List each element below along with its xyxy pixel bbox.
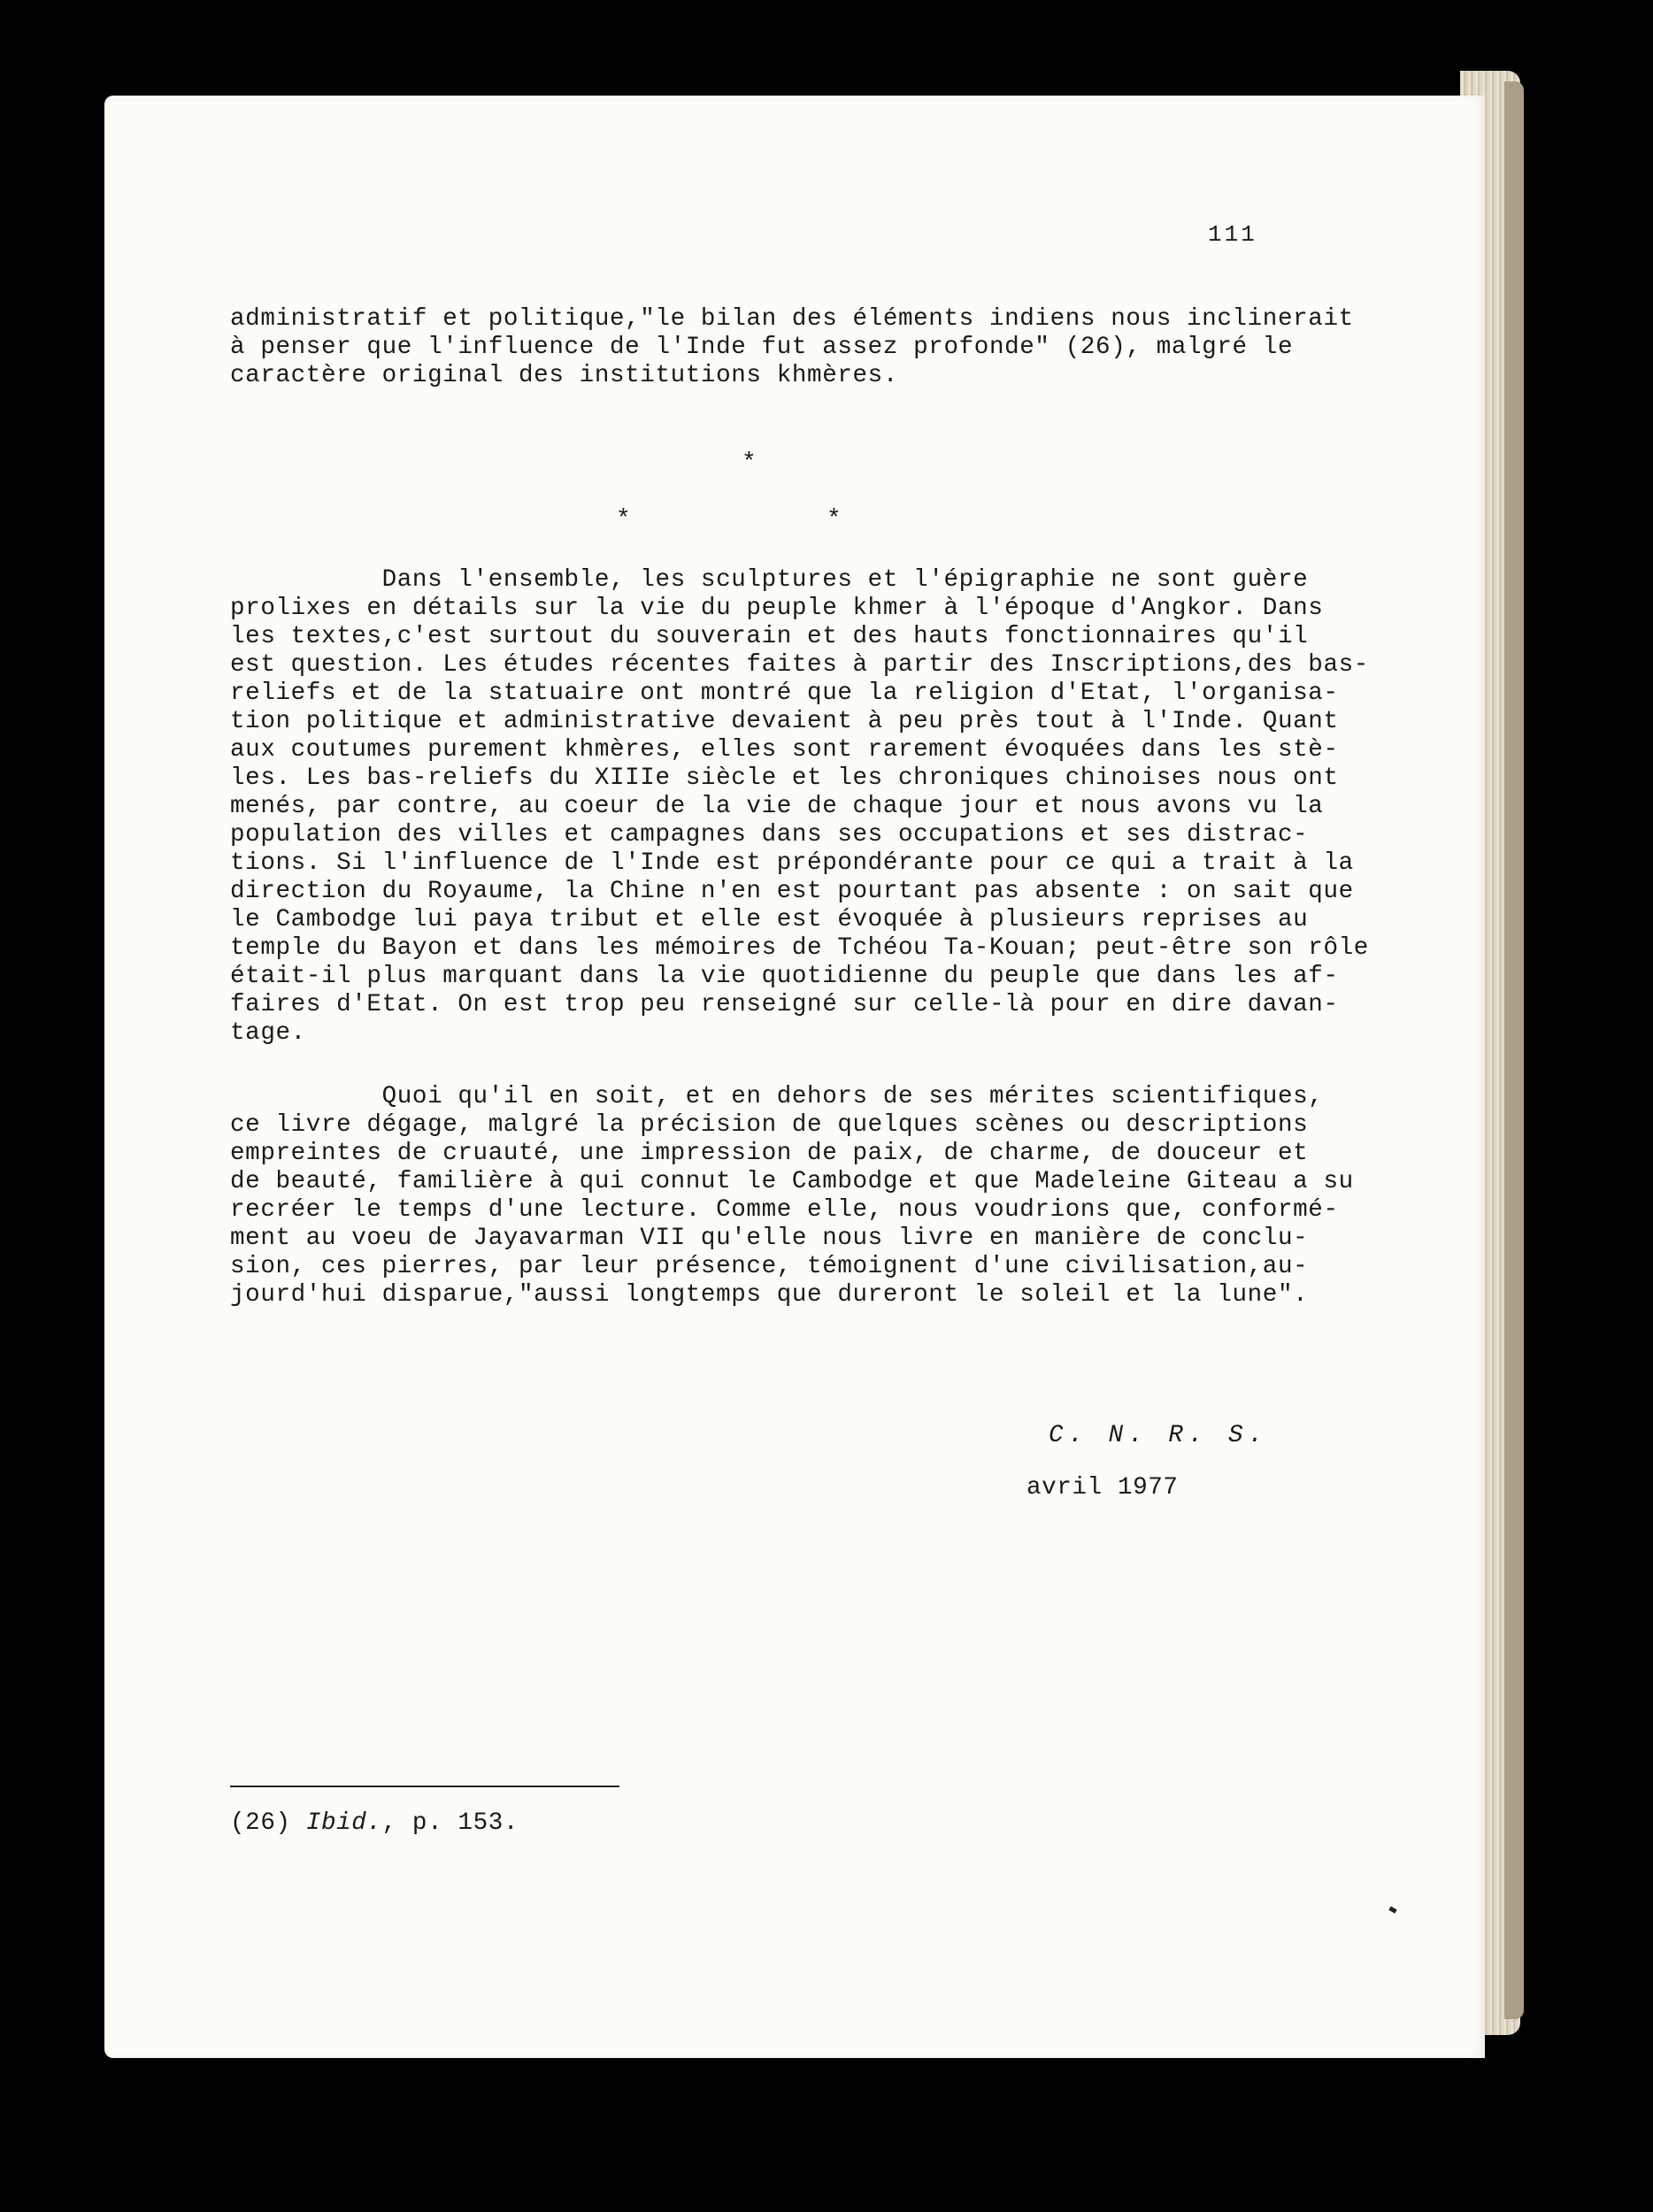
- footnote-marker: (26): [230, 1809, 291, 1837]
- author-signature: C. N. R. S.: [1049, 1422, 1269, 1449]
- footnote-rule: [230, 1786, 619, 1787]
- footnote-reference: Ibid.: [305, 1809, 382, 1837]
- footnote-page-ref: , p. 153.: [381, 1809, 519, 1837]
- section-separator-star: *: [742, 449, 757, 477]
- section-separator-star: *: [826, 506, 842, 534]
- paragraph-quoi-qu-il-en-soit: Quoi qu'il en soit, et en dehors de ses mérites scientifiques, ce livre dégage, malgré la précision de quelques scènes ou descriptions empreintes de cruauté, une impression de paix, de charme, de douceur et de beauté, familière à qui connut le Cambodge et que Madeleine Giteau a su recréer le temps d'une lecture. Comme elle, nous voudrions que, conformé- ment au voeu de Jayavarman VII qu'elle nous livre en manière de conclu- sion, ces pierres, par leur présence, témoignent d'une civilisation,au- jourd'hui disparue,"aussi longtemps que dureront le soleil et la lune".: [230, 1083, 1354, 1309]
- page-number: 111: [1208, 221, 1257, 248]
- paragraph-conclusion-influence: administratif et politique,"le bilan des éléments indiens nous inclinerait à penser que l'influence de l'Inde fut assez profonde" (26), malgré le caractère original des institutions khmères.: [230, 305, 1354, 389]
- book-cover-edge: [1504, 81, 1524, 2019]
- section-separator-star: *: [616, 506, 632, 534]
- paragraph-ensemble: Dans l'ensemble, les sculptures et l'épigraphie ne sont guère prolixes en détails sur la vie du peuple khmer à l'époque d'Angkor. Dans les textes,c'est surtout du souverain et des hauts fonctionnaires qu'il est question. Les études récentes faites à partir des Inscriptions,des bas- reliefs et de la statuaire ont montré que la religion d'Etat, l'organisa- tion politique et administrative devaient à peu près tout à l'Inde. Quant aux coutumes purement khmères, elles sont rarement évoquées dans les stè- les. Les bas-reliefs du XIIIe siècle et les chroniques chinoises nous ont menés, par contre, au coeur de la vie de chaque jour et nous avons vu la population des villes et campagnes dans ses occupations et ses distrac- tions. Si l'influence de l'Inde est prépondérante pour ce qui a trait à la direction du Royaume, la Chine n'en est pourtant pas absente : on sait que le Cambodge lui paya tribut et elle est évoquée à plusieurs reprises au temple du Bayon et dans les mémoires de Tchéou Ta-Kouan; peut-être son rôle était-il plus marquant dans la vie quotidienne du peuple que dans les af- faires d'Etat. On est trop peu renseigné sur celle-là pour en dire davan- tage.: [230, 566, 1369, 1047]
- signature-date: avril 1977: [1026, 1474, 1179, 1502]
- footnote: [230, 1809, 519, 1837]
